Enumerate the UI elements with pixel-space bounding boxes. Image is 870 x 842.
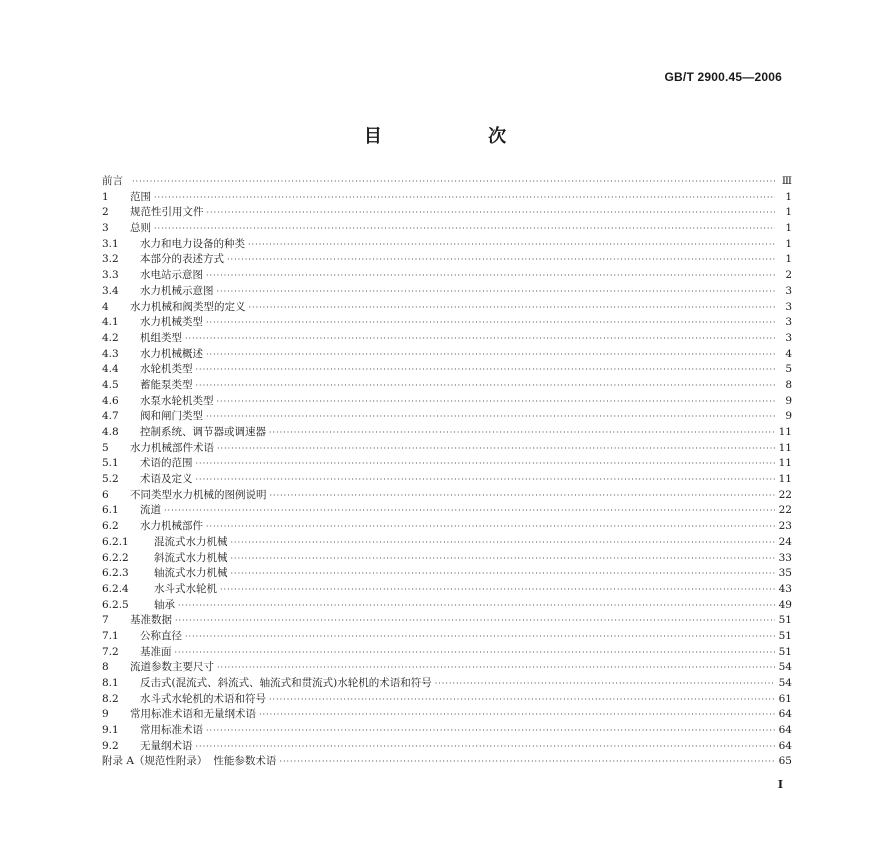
toc-number: 4.1 <box>102 316 119 329</box>
toc-label: 水力机械类型 <box>140 316 203 329</box>
toc-row <box>102 472 792 488</box>
toc-leader-dots <box>206 347 775 363</box>
toc-leader-dots <box>217 284 776 300</box>
toc-row <box>102 488 792 504</box>
toc-leader-dots <box>178 598 775 614</box>
toc-page-number: 23 <box>778 520 792 533</box>
toc-page-number: 5 <box>785 363 792 376</box>
toc-leader-dots <box>132 174 775 190</box>
toc-leader-dots <box>435 676 775 692</box>
toc-label: 范围 <box>130 190 151 203</box>
toc-page-number: 61 <box>778 692 792 705</box>
toc-number: 5.1 <box>102 457 119 470</box>
toc-page-number: 43 <box>778 582 792 595</box>
toc-label: 水泵水轮机类型 <box>140 394 214 407</box>
toc-leader-dots <box>231 551 776 567</box>
toc-number: 3.3 <box>102 269 119 282</box>
toc-label: 水力和电力设备的种类 <box>140 237 245 250</box>
toc-row <box>102 315 792 331</box>
toc-leader-dots <box>185 629 775 645</box>
toc-leader-dots <box>196 362 776 378</box>
toc-page-number: 64 <box>778 724 792 737</box>
toc-row <box>102 692 792 708</box>
toc-label: 水斗式水轮机的术语和符号 <box>140 692 266 705</box>
toc-label: 水力机械和阀类型的定义 <box>130 300 246 313</box>
toc-leader-dots <box>164 503 775 519</box>
toc-label: 流道 <box>140 504 161 517</box>
toc-label: 水轮机类型 <box>140 363 193 376</box>
toc-number: 9.1 <box>102 724 119 737</box>
toc-page-number: 8 <box>785 378 792 391</box>
toc-number: 3.4 <box>102 284 119 297</box>
toc-page-number: 9 <box>785 394 792 407</box>
toc-leader-dots <box>217 660 775 676</box>
toc-label: 术语及定义 <box>140 473 193 486</box>
toc-row <box>102 456 792 472</box>
toc-number: 4 <box>102 300 109 313</box>
toc-number: 7 <box>102 614 109 627</box>
toc-page-number: 4 <box>785 347 792 360</box>
toc-page-number: 22 <box>778 488 792 501</box>
toc-page-number: 9 <box>785 410 792 423</box>
toc-label: 水力机械部件 <box>140 520 203 533</box>
toc-page-number: 51 <box>778 629 792 642</box>
toc-leader-dots <box>206 268 775 284</box>
toc-number: 3 <box>102 222 109 235</box>
toc-row <box>102 409 792 425</box>
toc-leader-dots <box>269 692 775 708</box>
toc-row <box>102 331 792 347</box>
toc-label: 轴承 <box>154 598 175 611</box>
toc-page-number: 64 <box>778 739 792 752</box>
toc-number: 2 <box>102 206 109 219</box>
toc-leader-dots <box>154 221 775 237</box>
toc-label: 公称直径 <box>140 629 182 642</box>
toc-row <box>102 566 792 582</box>
toc-number: 6.2.5 <box>102 598 129 611</box>
toc-leader-dots <box>217 394 776 410</box>
standard-code: GB/T 2900.45—2006 <box>664 70 782 84</box>
toc-row <box>102 425 792 441</box>
toc-label: 常用标准术语和无量纲术语 <box>130 708 256 721</box>
toc-leader-dots <box>175 613 775 629</box>
toc-page-number: 1 <box>785 237 792 250</box>
toc-row <box>102 503 792 519</box>
toc-leader-dots <box>196 472 776 488</box>
toc-leader-dots <box>269 425 775 441</box>
toc-number: 4.2 <box>102 331 119 344</box>
toc-number: 4.3 <box>102 347 119 360</box>
toc-label: 术语的范围 <box>140 457 193 470</box>
toc-page-number: 51 <box>778 614 792 627</box>
toc-leader-dots <box>206 723 775 739</box>
toc-label: 本部分的表述方式 <box>140 253 224 266</box>
toc-page-number: 3 <box>785 284 792 297</box>
toc-label: 基准数据 <box>130 614 172 627</box>
toc-label: 流道参数主要尺寸 <box>130 661 214 674</box>
toc-number: 9 <box>102 708 109 721</box>
toc-leader-dots <box>206 519 775 535</box>
toc-number: 8.1 <box>102 677 119 689</box>
toc-row <box>102 268 792 284</box>
toc-row <box>102 629 792 645</box>
toc-label: 常用标准术语 <box>140 724 203 737</box>
toc-label: 无量纲术语 <box>140 739 193 752</box>
toc-row <box>102 174 792 190</box>
toc-row <box>102 300 792 316</box>
toc-leader-dots <box>185 331 775 347</box>
toc-page-number: 33 <box>778 551 792 564</box>
toc-leader-dots <box>175 645 776 661</box>
toc-row <box>102 613 792 629</box>
toc-number: 6.2.3 <box>102 567 129 580</box>
toc-row <box>102 237 792 253</box>
toc-row <box>102 205 792 221</box>
toc-label: 水电站示意图 <box>140 269 203 282</box>
toc-row <box>102 362 792 378</box>
toc-page-number: 51 <box>778 645 792 658</box>
toc-page-number: 3 <box>785 300 792 313</box>
toc-number: 7.2 <box>102 645 119 658</box>
toc-leader-dots <box>196 456 776 472</box>
toc-label: 基准面 <box>140 645 172 658</box>
toc-row <box>102 676 792 692</box>
toc-leader-dots <box>220 582 775 598</box>
toc-number: 5 <box>102 441 109 454</box>
toc-leader-dots <box>270 488 776 504</box>
toc-page-number: 11 <box>778 441 792 454</box>
toc-row <box>102 707 792 723</box>
toc-label: 水力机械示意图 <box>140 284 214 297</box>
toc-number: 8.2 <box>102 692 119 705</box>
toc-label: 水斗式水轮机 <box>154 582 217 595</box>
toc-number: 4.5 <box>102 378 119 391</box>
toc-row <box>102 535 792 551</box>
toc-page-number: 54 <box>778 661 792 674</box>
toc-leader-dots <box>279 754 775 770</box>
toc-leader-dots <box>196 739 776 755</box>
toc-row <box>102 378 792 394</box>
toc-number: 6.2.2 <box>102 551 129 564</box>
toc-row <box>102 284 792 300</box>
toc-number: 6.2.4 <box>102 582 129 595</box>
toc-page-number: 64 <box>778 708 792 721</box>
toc-page-number: 54 <box>778 677 792 689</box>
toc-number: 附录 A（规范性附录） <box>102 755 208 768</box>
toc-page-number: 11 <box>778 473 792 486</box>
toc-row <box>102 252 792 268</box>
toc-page-number: 1 <box>785 206 792 219</box>
toc-page-number: 3 <box>785 331 792 344</box>
toc-row <box>102 441 792 457</box>
page-folio: Ⅰ <box>777 778 783 791</box>
toc-number: 4.8 <box>102 426 119 438</box>
toc-number: 6 <box>102 488 109 501</box>
toc-number: 4.6 <box>102 394 119 407</box>
toc-row <box>102 519 792 535</box>
toc-leader-dots <box>217 441 775 457</box>
toc-row <box>102 598 792 614</box>
toc-row <box>102 190 792 206</box>
toc-page-number: 24 <box>778 535 792 548</box>
toc-label: 阀和闸门类型 <box>140 410 203 423</box>
toc-page-number: 3 <box>785 316 792 329</box>
toc-label: 性能参数术语 <box>213 755 277 768</box>
toc-leader-dots <box>227 252 775 268</box>
toc-label: 轴流式水力机械 <box>154 567 228 580</box>
toc-label: 控制系统、调节器或调速器 <box>140 426 266 438</box>
toc-row <box>102 394 792 410</box>
toc-page-number: 35 <box>778 567 792 580</box>
toc-label: 不同类型水力机械的图例说明 <box>130 488 267 501</box>
toc-page-number: 1 <box>785 253 792 266</box>
toc-row <box>102 221 792 237</box>
toc-page-number: 11 <box>778 457 792 470</box>
toc-row <box>102 645 792 661</box>
toc-label: 水力机械部件术语 <box>130 441 214 454</box>
toc-row <box>102 754 792 770</box>
toc-leader-dots <box>248 237 775 253</box>
toc-label: 总则 <box>130 222 151 235</box>
toc-page-number: 2 <box>785 269 792 282</box>
toc-page-number: 49 <box>778 598 792 611</box>
toc-number: 前言 <box>102 175 123 187</box>
page-title: 目 次 <box>363 126 557 147</box>
toc-number: 5.2 <box>102 473 119 486</box>
toc-leader-dots <box>231 535 776 551</box>
toc-label: 机组类型 <box>140 331 182 344</box>
toc-number: 9.2 <box>102 739 119 752</box>
toc-number: 6.1 <box>102 504 119 517</box>
toc-number: 8 <box>102 661 109 674</box>
toc-row <box>102 551 792 567</box>
toc-label: 混流式水力机械 <box>154 535 228 548</box>
toc-label: 斜流式水力机械 <box>154 551 228 564</box>
toc-page-number: Ⅲ <box>781 175 792 187</box>
toc-row <box>102 723 792 739</box>
toc-leader-dots <box>249 300 776 316</box>
toc-label: 水力机械概述 <box>140 347 203 360</box>
toc-label: 反击式(混流式、斜流式、轴流式和贯流式)水轮机的术语和符号 <box>140 677 432 689</box>
toc-page-number: 1 <box>785 190 792 203</box>
toc-label: 规范性引用文件 <box>130 206 204 219</box>
toc-number: 7.1 <box>102 629 119 642</box>
toc-row <box>102 347 792 363</box>
toc-number: 3.2 <box>102 253 119 266</box>
toc-number: 6.2.1 <box>102 535 129 548</box>
toc-leader-dots <box>259 707 775 723</box>
toc-leader-dots <box>206 315 775 331</box>
toc-page-number: 1 <box>785 222 792 235</box>
toc-page-number: 22 <box>778 504 792 517</box>
toc-number: 6.2 <box>102 520 119 533</box>
toc-page-number: 11 <box>778 426 792 438</box>
toc-leader-dots <box>207 205 776 221</box>
toc-row <box>102 660 792 676</box>
table-of-contents <box>102 174 792 770</box>
toc-leader-dots <box>206 409 775 425</box>
toc-page-number: 65 <box>778 755 792 768</box>
toc-number: 4.7 <box>102 410 119 423</box>
toc-leader-dots <box>154 190 775 206</box>
toc-row <box>102 739 792 755</box>
toc-number: 4.4 <box>102 363 119 376</box>
toc-label: 蓄能泵类型 <box>140 378 193 391</box>
toc-leader-dots <box>196 378 776 394</box>
toc-number: 3.1 <box>102 237 119 250</box>
toc-leader-dots <box>231 566 776 582</box>
toc-number: 1 <box>102 190 109 203</box>
toc-row <box>102 582 792 598</box>
